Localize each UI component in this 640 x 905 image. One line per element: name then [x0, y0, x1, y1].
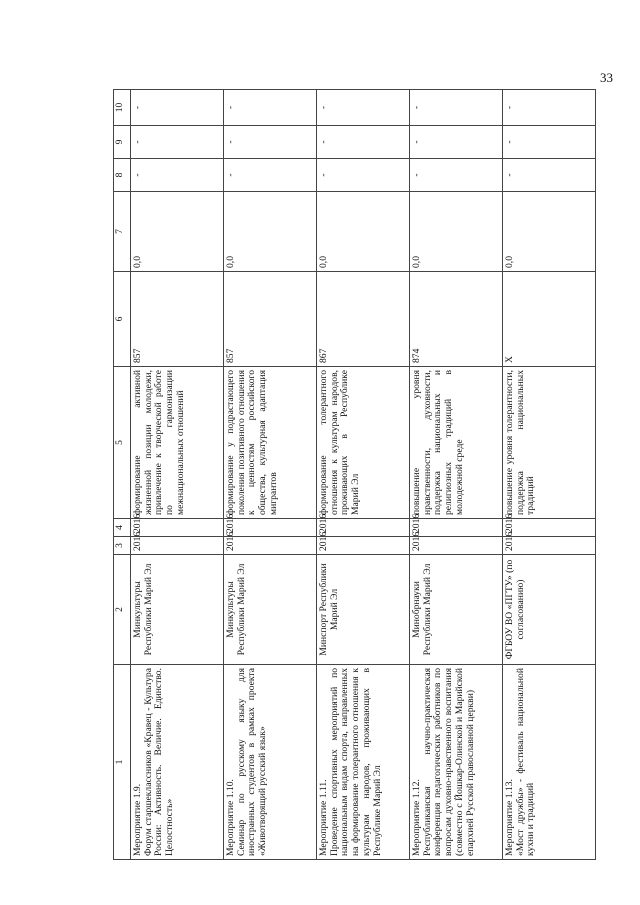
- value-cell-7: 0,0: [131, 192, 224, 272]
- value-cell-10: -: [131, 90, 224, 126]
- year-end-cell: 2016: [224, 519, 317, 537]
- result-cell: формирование активной жизненной позиции молодежи, привлечение к творческой работе по гармонизации межнациональных отношений: [131, 367, 224, 519]
- year-start-cell: 2016: [224, 537, 317, 555]
- event-number: Мероприятие 1.10.: [225, 779, 236, 856]
- code-cell: 857: [224, 272, 317, 367]
- result-cell: формирование толерантного отношения к культурам народов, проживающих в Республике Марий Эл: [317, 367, 410, 519]
- event-description: Семинар по русскому языку для иностранных студентов в рамках проекта «Животворящий русский язык»: [235, 668, 269, 856]
- col-header-3: 3: [114, 537, 131, 555]
- year-end-cell: 2016: [131, 519, 224, 537]
- executor-cell: ФГБОУ ВО «ПГТУ» (по согласованию): [503, 555, 596, 665]
- value-cell-7: 0,0: [224, 192, 317, 272]
- event-number: Мероприятие 1.9.: [132, 783, 143, 856]
- value-cell-7: 0,0: [410, 192, 503, 272]
- event-description: Проведение спортивных мероприятий по национальным видам спорта, направленных на формирование толерантного отношения к культурам народов, проживающих в Республике Марий Эл: [328, 668, 383, 856]
- code-cell: 874: [410, 272, 503, 367]
- result-cell: повышение уровня нравственности, духовности, поддержка национальных и религиозных традиций в молодежной среде: [410, 367, 503, 519]
- col-header-6: 6: [114, 272, 131, 367]
- page-number: 33: [600, 70, 613, 85]
- executor-cell: Минспорт Республики Марий Эл: [317, 555, 410, 665]
- value-cell-7: 0,0: [503, 192, 596, 272]
- event-description: Республиканская научно-практическая конференция педагогических работников по вопросам духовно-нравственного воспитания (совместно с Йошкар-Олинской и Марийской епархией Русской православной церкви): [421, 668, 476, 856]
- event-cell: [131, 665, 224, 860]
- col-header-7: 7: [114, 192, 131, 272]
- event-cell: [224, 665, 317, 860]
- value-cell-10: -: [317, 90, 410, 126]
- code-cell: 867: [317, 272, 410, 367]
- year-start-cell: 2016: [317, 537, 410, 555]
- value-cell-8: -: [503, 159, 596, 192]
- result-cell: повышение уровня толерантности, поддержка национальных традиций: [503, 367, 596, 519]
- event-number: Мероприятие 1.12.: [411, 779, 422, 856]
- table-row: [410, 90, 503, 860]
- header-row: [114, 90, 131, 860]
- value-cell-10: -: [224, 90, 317, 126]
- value-cell-9: -: [317, 126, 410, 159]
- events-table: [113, 89, 596, 860]
- event-description: Форум старшеклассников «Кравец - Культура России: Активность. Величие. Единство. Целостность»: [142, 668, 176, 856]
- col-header-1: 1: [114, 665, 131, 860]
- value-cell-9: -: [224, 126, 317, 159]
- value-cell-10: -: [410, 90, 503, 126]
- executor-cell: Минкультуры Республики Марий Эл: [131, 555, 224, 665]
- value-cell-7: 0,0: [317, 192, 410, 272]
- event-cell: [317, 665, 410, 860]
- col-header-10: 10: [114, 90, 131, 126]
- event-number: Мероприятие 1.11.: [318, 779, 329, 856]
- code-cell: X: [503, 272, 596, 367]
- executor-cell: Минкультуры Республики Марий Эл: [224, 555, 317, 665]
- event-number: Мероприятие 1.13.: [504, 779, 515, 856]
- result-cell: формирование у подрастающего поколения позитивного отношения к ценностям российского общества, культурная адаптация мигрантов: [224, 367, 317, 519]
- executor-cell: Минобрнауки Республики Марий Эл: [410, 555, 503, 665]
- col-header-9: 9: [114, 126, 131, 159]
- rotated-table-frame: [113, 90, 610, 860]
- code-cell: 857: [131, 272, 224, 367]
- year-start-cell: 2016: [410, 537, 503, 555]
- col-header-4: 4: [114, 519, 131, 537]
- value-cell-8: -: [131, 159, 224, 192]
- table-row: [131, 90, 224, 860]
- value-cell-8: -: [317, 159, 410, 192]
- event-description: «Мост дружбы» - фестиваль национальной кухни и традиций: [514, 668, 537, 856]
- col-header-2: 2: [114, 555, 131, 665]
- year-start-cell: 2016: [503, 537, 596, 555]
- table-row: [503, 90, 596, 860]
- col-header-5: 5: [114, 367, 131, 519]
- year-end-cell: 2016: [317, 519, 410, 537]
- value-cell-9: -: [131, 126, 224, 159]
- value-cell-10: -: [503, 90, 596, 126]
- event-cell: [410, 665, 503, 860]
- value-cell-8: -: [410, 159, 503, 192]
- table-row: [224, 90, 317, 860]
- value-cell-9: -: [410, 126, 503, 159]
- year-start-cell: 2016: [131, 537, 224, 555]
- value-cell-8: -: [224, 159, 317, 192]
- year-end-cell: 2016: [410, 519, 503, 537]
- event-cell: [503, 665, 596, 860]
- year-end-cell: 2016: [503, 519, 596, 537]
- col-header-8: 8: [114, 159, 131, 192]
- value-cell-9: -: [503, 126, 596, 159]
- table-row: [317, 90, 410, 860]
